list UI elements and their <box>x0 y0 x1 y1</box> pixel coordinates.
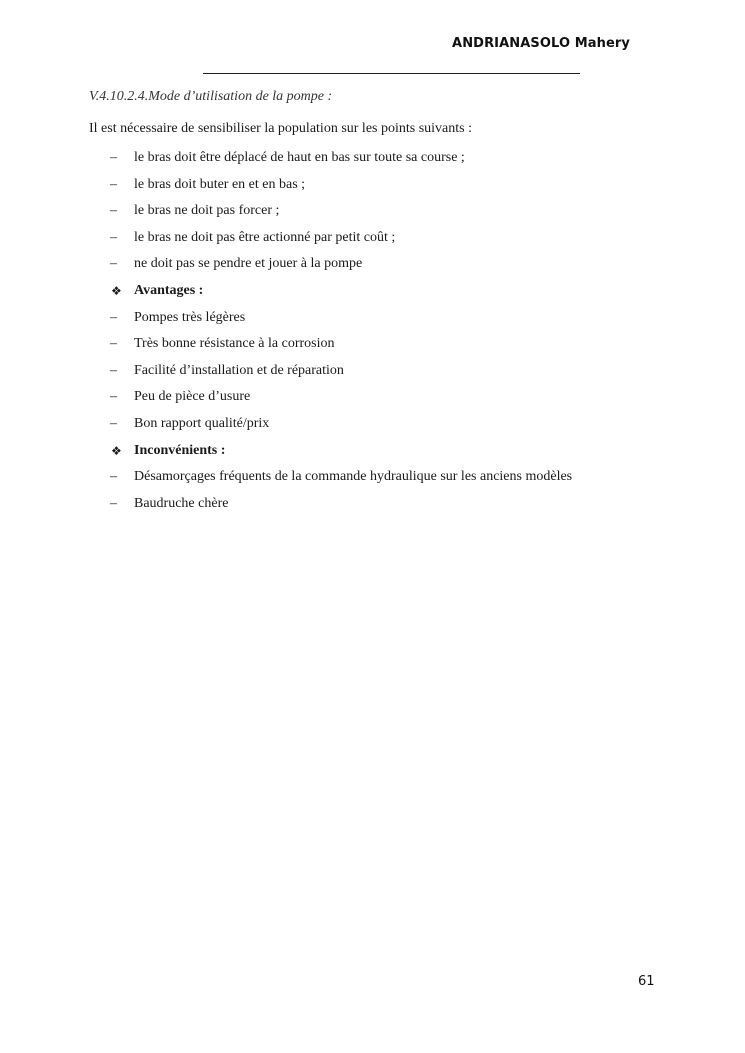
dash-bullet: – <box>110 469 117 485</box>
list-item-text: le bras ne doit pas forcer ; <box>134 203 280 219</box>
point-list <box>0 145 745 517</box>
list-item <box>0 172 745 199</box>
list-item-text: le bras ne doit pas être actionné par petit coût ; <box>134 229 396 245</box>
subheading-advantages <box>0 278 745 305</box>
header-rule <box>203 73 580 74</box>
dash-bullet: – <box>110 495 117 511</box>
dash-bullet: – <box>110 415 117 431</box>
list-item <box>0 225 745 252</box>
list-item <box>0 464 745 491</box>
list-item <box>0 145 745 172</box>
dash-bullet: – <box>110 389 117 405</box>
list-item <box>0 331 745 358</box>
list-item-text: Facilité d’installation et de réparation <box>134 362 344 378</box>
dash-bullet: – <box>110 256 117 272</box>
list-item <box>0 358 745 385</box>
diamond-bullet-icon: ❖ <box>111 283 122 298</box>
list-item-text: Peu de pièce d’usure <box>134 389 251 405</box>
dash-bullet: – <box>110 309 117 325</box>
page-number: 61 <box>638 974 655 989</box>
subheading-disadvantages <box>0 438 745 465</box>
header-author: ANDRIANASOLO Mahery <box>452 36 630 51</box>
list-item-text: le bras doit buter en et en bas ; <box>134 176 306 192</box>
list-item <box>0 384 745 411</box>
list-item <box>0 198 745 225</box>
list-item-text: Baudruche chère <box>134 495 229 511</box>
list-item-text: ne doit pas se pendre et jouer à la pompe <box>134 256 363 272</box>
list-item <box>0 411 745 438</box>
dash-bullet: – <box>110 150 117 165</box>
list-item-text: Bon rapport qualité/prix <box>134 415 270 431</box>
list-item <box>0 305 745 332</box>
list-item-text: Pompes très légères <box>134 309 246 325</box>
list-item-text: Très bonne résistance à la corrosion <box>134 336 335 352</box>
list-item <box>0 251 745 278</box>
list-item-text: Désamorçages fréquents de la commande hydraulique sur les anciens modèles <box>134 469 573 485</box>
intro-paragraph: Il est nécessaire de sensibiliser la population sur les points suivants : <box>89 121 472 136</box>
dash-bullet: – <box>110 176 117 192</box>
list-item <box>0 491 745 518</box>
section-heading: V.4.10.2.4.Mode d’utilisation de la pompe : <box>89 89 333 104</box>
subheading-text: Avantages : <box>134 282 204 298</box>
diamond-bullet-icon: ❖ <box>111 443 122 458</box>
list-item-text: le bras doit être déplacé de haut en bas sur toute sa course ; <box>134 150 465 165</box>
dash-bullet: – <box>110 229 117 245</box>
dash-bullet: – <box>110 336 117 352</box>
dash-bullet: – <box>110 203 117 219</box>
dash-bullet: – <box>110 362 117 378</box>
subheading-text: Inconvénients : <box>134 442 226 458</box>
